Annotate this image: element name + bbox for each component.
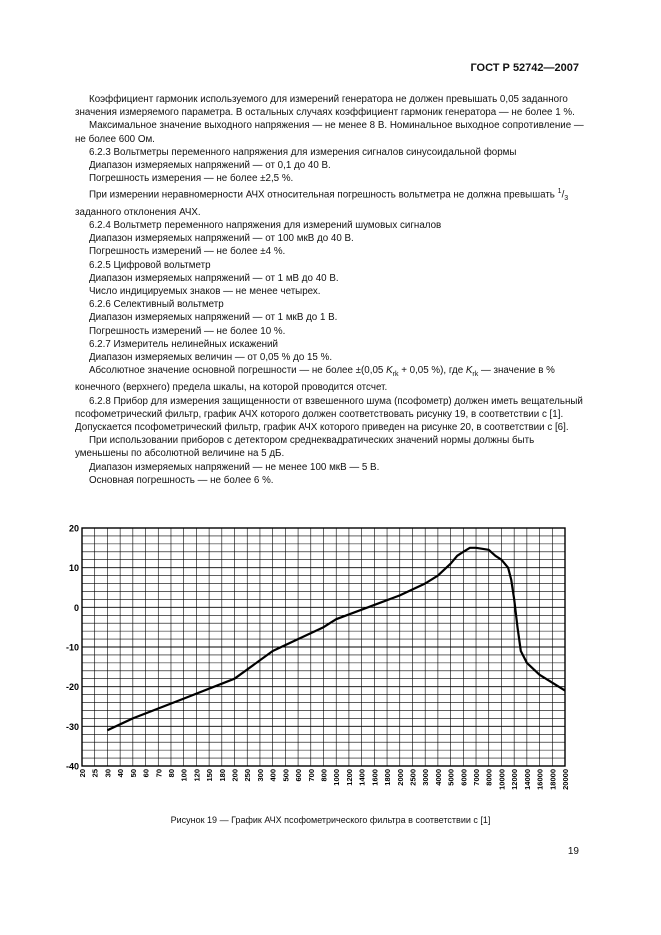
paragraph: Диапазон измеряемых величин — от 0,05 % до 15 %. (89, 352, 333, 364)
paragraph: Число индицируемых знаков — не менее четырех. (89, 286, 321, 298)
paragraph: 6.2.4 Вольтметр переменного напряжения для измерений шумовых сигналов (89, 220, 442, 232)
frequency-response-chart (60, 518, 580, 810)
x-tick-label: 200 (230, 769, 240, 782)
x-tick-label: 25 (90, 769, 100, 778)
x-tick-label: 2000 (395, 769, 405, 786)
x-tick-label: 150 (205, 769, 215, 782)
x-tick-label: 800 (319, 769, 329, 782)
symbol-k: K (465, 365, 473, 377)
symbol-k: K (386, 365, 393, 377)
x-tick-label: 1000 (332, 769, 342, 786)
paragraph-text: Абсолютное значение основной погрешности — не более ±(0,05 (89, 365, 387, 377)
y-tick-label: 10 (68, 563, 79, 574)
paragraph: Диапазон измеряемых напряжений — от 0,1 до 40 В. (89, 160, 331, 172)
x-tick-label: 400 (268, 769, 278, 782)
x-tick-label: 12000 (510, 769, 520, 790)
x-tick-label: 20 (78, 769, 87, 778)
x-tick-label: 1200 (344, 769, 354, 786)
y-tick-label: -30 (65, 721, 79, 732)
paragraph: Коэффициент гармоник используемого для измерений генератора не должен превышать 0,05 заданного значения измеряемого параметра. В остальных случаях коэффициент гармоник генератора — не более 1 %. (75, 94, 575, 119)
x-tick-label: 80 (166, 769, 176, 778)
y-tick-label: -20 (65, 682, 79, 693)
paragraph-text: При измерении неравномерности АЧХ относительная погрешность вольтметра не должна превышать (89, 189, 555, 201)
figure (60, 518, 580, 810)
x-tick-label: 6000 (459, 769, 469, 786)
x-tick-label: 600 (294, 769, 304, 782)
x-tick-label: 4000 (433, 769, 443, 786)
x-tick-label: 1400 (357, 769, 367, 786)
x-tick-label: 50 (128, 769, 138, 778)
x-tick-label: 16000 (535, 769, 545, 790)
y-tick-label: 20 (68, 523, 79, 534)
fraction-numerator: 1 (557, 188, 562, 196)
x-tick-label: 70 (154, 769, 164, 778)
y-tick-label: -40 (65, 761, 79, 772)
paragraph: 6.2.5 Цифровой вольтметр (89, 259, 211, 271)
x-tick-label: 14000 (522, 769, 532, 790)
paragraph: 6.2.6 Селективный вольтметр (89, 299, 224, 311)
x-tick-label: 700 (306, 769, 316, 782)
x-tick-label: 120 (192, 769, 202, 782)
x-tick-label: 8000 (484, 769, 494, 786)
x-tick-label: 18000 (548, 769, 558, 790)
paragraph: 6.2.8 Прибор для измерения защищенности от взвешенного шума (псофометр) должен иметь вещательный псофометрический фильтр, график АЧХ которого должен соответствовать рисунку 19, в соответствии с [1]. Допускается псофометрический фильтр, график АЧХ которого приведен на рисунке 20, в соответствии с [6]. (75, 395, 583, 434)
paragraph: Диапазон измеряемых напряжений — не менее 100 мкВ — 5 В. (89, 461, 380, 473)
figure-caption: Рисунок 19 — График АЧХ псофометрического фильтра в соответствии с [1] (170, 815, 491, 825)
paragraph-text: — значение в % конечного (верхнего) предела шкалы, на которой проводится отсчет. (75, 365, 555, 394)
x-tick-label: 2500 (408, 769, 418, 786)
y-tick-label: 0 (73, 602, 79, 613)
x-tick-label: 7000 (472, 769, 482, 786)
x-tick-label: 60 (141, 769, 151, 778)
x-tick-label: 300 (255, 769, 265, 782)
paragraph: При использовании приборов с детектором среднеквадратических значений нормы должны быть уменьшены по абсолютной величине на 5 дБ. (75, 435, 535, 460)
paragraph: Диапазон измеряемых напряжений — от 100 мкВ до 40 В. (89, 233, 354, 245)
paragraph (75, 364, 585, 394)
x-tick-label: 1800 (383, 769, 393, 786)
x-tick-label: 250 (243, 769, 253, 782)
x-tick-label: 20000 (561, 769, 570, 790)
x-tick-label: 180 (217, 769, 227, 782)
body-text (75, 93, 585, 487)
x-tick-label: 40 (116, 769, 126, 778)
paragraph: 6.2.3 Вольтметры переменного напряжения для измерения сигналов синусоидальной формы (89, 146, 517, 158)
document-header: ГОСТ Р 52742—2007 (470, 62, 579, 74)
paragraph-text: + 0,05 %), где (398, 365, 466, 377)
x-tick-label: 10000 (497, 769, 507, 790)
x-tick-label: 1600 (370, 769, 380, 786)
paragraph: При измерении неравномерности АЧХ относительная погрешность вольтметра не должна превышать $^1/_3$ заданного отклонения АЧХ. (75, 188, 569, 218)
x-tick-label: 100 (179, 769, 189, 782)
paragraph-text: заданного отклонения АЧХ. (75, 206, 201, 218)
x-tick-label: 5000 (446, 769, 456, 786)
paragraph: Диапазон измеряемых напряжений — от 1 мкВ до 1 В. (89, 312, 338, 324)
paragraph: Погрешность измерений — не более 10 %. (89, 325, 286, 337)
fraction-denominator: 3 (564, 195, 569, 203)
symbol-subscript: rk (392, 371, 399, 379)
paragraph: 6.2.7 Измеритель нелинейных искажений (89, 338, 278, 350)
x-tick-label: 30 (103, 769, 113, 778)
paragraph: Погрешность измерения — не более ±2,5 %. (89, 173, 294, 185)
paragraph: Диапазон измеряемых напряжений — от 1 мВ до 40 В. (89, 272, 339, 284)
paragraph: Погрешность измерений — не более ±4 %. (89, 246, 286, 258)
x-tick-label: 500 (281, 769, 291, 782)
y-tick-label: -10 (65, 642, 79, 653)
x-tick-label: 3000 (421, 769, 431, 786)
page-number: 19 (567, 846, 579, 857)
symbol-subscript: rk (472, 371, 479, 379)
paragraph: Основная погрешность — не более 6 %. (89, 474, 274, 486)
paragraph: Максимальное значение выходного напряжения — не менее 8 В. Номинальное выходное сопротивление — не более 600 Ом. (75, 120, 584, 145)
